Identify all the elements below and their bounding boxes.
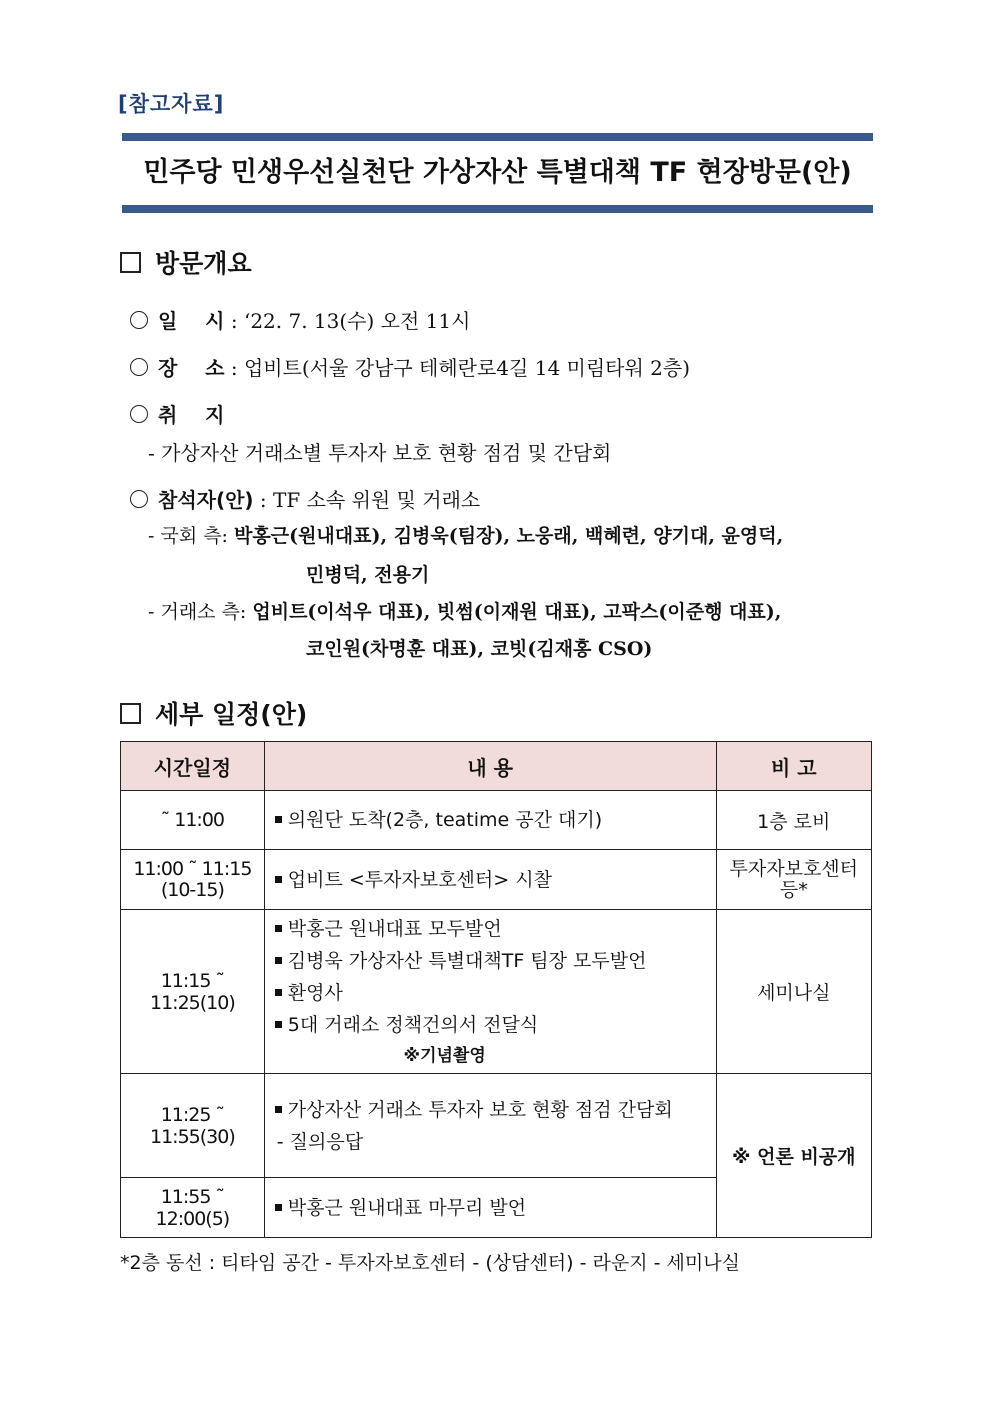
section-overview-heading: 방문개요 (120, 244, 252, 280)
table-row (121, 910, 872, 1074)
time-cell: 11:15 ˜ 11:25(10) (121, 910, 265, 1074)
square-bullet-icon (275, 1204, 282, 1211)
column-header-time: 시간일정 (121, 742, 265, 791)
note-cell: 1층 로비 (716, 791, 871, 850)
table-row (121, 850, 872, 910)
content-item: 5대 거래소 정책건의서 전달식 (275, 1009, 715, 1041)
date-line (130, 305, 470, 334)
square-bullet-icon (275, 925, 282, 932)
assembly-names-2: 민병덕, 전용기 (306, 564, 430, 586)
title-box (122, 133, 873, 213)
checkbox-square-icon (120, 252, 141, 273)
note-cell: 세미나실 (716, 910, 871, 1074)
exchange-line (148, 597, 781, 624)
content-item: 의원단 도착(2층, teatime 공간 대기) (275, 804, 715, 836)
table-row (121, 791, 872, 850)
content-cell (264, 1074, 716, 1178)
content-item: 업비트 <투자자보호센터> 시찰 (275, 864, 715, 896)
place-value: : 업비트(서울 강남구 테헤란로4길 14 미림타워 2층) (230, 356, 691, 380)
content-item: 가상자산 거래소 투자자 보호 현황 점검 간담회 (275, 1094, 715, 1126)
purpose-line (130, 399, 225, 428)
title-top-bar (122, 133, 873, 141)
square-bullet-icon (275, 1106, 282, 1113)
footnote: *2층 동선 : 티타임 공간 - 투자자보호센터 - (상담센터) - 라운지 - 세미나실 (120, 1252, 740, 1274)
assembly-names-1: 박홍근(원내대표), 김병욱(팀장), 노웅래, 백혜련, 양기대, 윤영덕, (234, 525, 784, 547)
table-header-row (121, 742, 872, 791)
circle-bullet-icon (130, 311, 148, 329)
reference-label: [참고자료] (118, 92, 225, 116)
attendees-value: : TF 소속 위원 및 거래소 (259, 488, 481, 512)
attendees-label: 참석자(안) (158, 488, 254, 512)
checkbox-square-icon (120, 703, 141, 724)
purpose-label: 취 지 (158, 403, 225, 427)
content-item: 박홍근 원내대표 마무리 발언 (275, 1192, 715, 1224)
assembly-line (148, 521, 783, 548)
time-cell: ˜ 11:00 (121, 791, 265, 850)
exchange-names-1: 업비트(이석우 대표), 빗썸(이재원 대표), 고팍스(이준행 대표), (252, 601, 782, 623)
exchange-names-2: 코인원(차명훈 대표), 코빗(김재홍 CSO) (306, 638, 653, 660)
note-cell: ※ 언론 비공개 (716, 1074, 871, 1238)
content-item: 박홍근 원내대표 모두발언 (275, 913, 715, 945)
content-cell (264, 791, 716, 850)
title-bottom-bar (122, 205, 873, 213)
content-cell (264, 1178, 716, 1238)
date-label: 일 시 (158, 309, 225, 333)
section-schedule-heading: 세부 일정(안) (120, 695, 307, 731)
content-item: 환영사 (275, 977, 715, 1009)
photo-session-note: ※기념촬영 (403, 1045, 486, 1066)
attendees-line (130, 484, 480, 513)
content-item: 김병욱 가상자산 특별대책TF 팀장 모두발언 (275, 945, 715, 977)
place-line (130, 352, 690, 381)
time-cell: 11:25 ˜ 11:55(30) (121, 1074, 265, 1178)
content-cell (264, 910, 716, 1074)
square-bullet-icon (275, 957, 282, 964)
place-label: 장 소 (158, 356, 225, 380)
exchange-prefix: - 거래소 측: (148, 601, 253, 623)
schedule-table (120, 741, 872, 1238)
document-title: 민주당 민생우선실천단 가상자산 특별대책 TF 현장방문(안) (143, 157, 852, 188)
purpose-value: - 가상자산 거래소별 투자자 보호 현황 점검 및 간담회 (148, 441, 612, 465)
square-bullet-icon (275, 989, 282, 996)
square-bullet-icon (275, 876, 282, 883)
content-sub-item: - 질의응답 (276, 1130, 364, 1153)
circle-bullet-icon (130, 490, 148, 508)
column-header-content: 내 용 (264, 742, 716, 791)
square-bullet-icon (275, 1021, 282, 1028)
time-cell: 11:00 ˜ 11:15 (10-15) (121, 850, 265, 910)
note-cell: 투자자보호센터 등* (716, 850, 871, 910)
circle-bullet-icon (130, 405, 148, 423)
table-row (121, 1074, 872, 1178)
date-value: : ‘22. 7. 13(수) 오전 11시 (230, 309, 471, 333)
assembly-prefix: - 국회 측: (148, 525, 235, 547)
column-header-note: 비 고 (716, 742, 871, 791)
circle-bullet-icon (130, 358, 148, 376)
time-cell: 11:55 ˜ 12:00(5) (121, 1178, 265, 1238)
square-bullet-icon (275, 816, 282, 823)
content-cell (264, 850, 716, 910)
